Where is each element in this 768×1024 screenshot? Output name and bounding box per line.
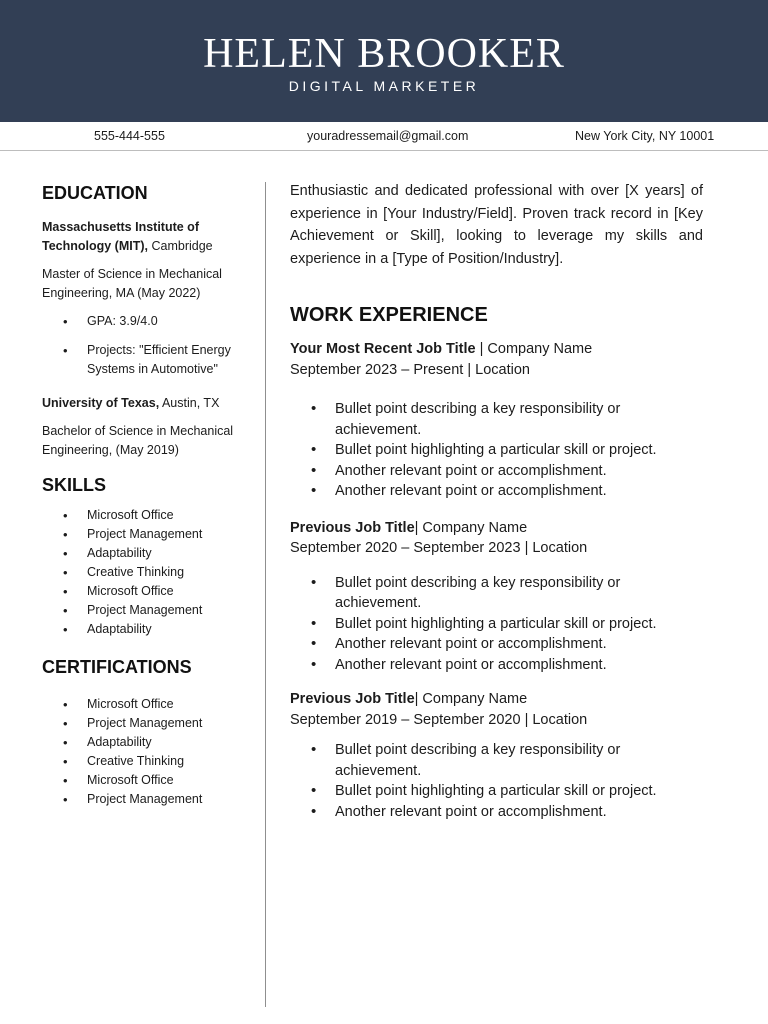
job-bullet: • Bullet point describing a key responsibility or achievement. [290,740,703,781]
education-details [42,312,242,379]
job-bullet: • Bullet point highlighting a particular skill or project. [290,440,703,461]
job-company: | Company Name [414,519,528,536]
skill-item: • Adaptability [42,620,242,639]
certification-item: • Adaptability [42,733,242,752]
degree: Master of Science in Mechanical Engineering, MA (May 2022) [42,267,222,300]
job-title: DIGITAL MARKETER [288,78,480,94]
job-title-line [290,518,703,539]
job-position: Previous Job Title [290,691,415,707]
skill-item: • Adaptability [42,544,242,563]
professional-summary: Enthusiastic and dedicated professional with over [X years] of experience in [Your Industry/Field]. Proven track record in [Key Achievement or Skill], looking to leverage my skills and experience in a [Type of Position/Industry]. [290,183,703,267]
job-company: | Company Name [475,341,593,357]
certifications-heading: CERTIFICATIONS [42,657,192,677]
skill-item: • Microsoft Office [42,506,242,525]
school-name [42,218,242,256]
certification-item: • Project Management [42,714,242,733]
certifications-list [42,695,242,809]
skill-item: • Project Management [42,601,242,620]
school-name [42,394,242,413]
degree: Bachelor of Science in Mechanical Engineering, (May 2019) [42,424,234,457]
school-place: Austin, TX [159,396,220,410]
job-dates: September 2020 – September 2023 | Location [290,540,588,556]
job-title-line [290,339,703,360]
job-bullet: • Another relevant point or accomplishment. [290,802,703,823]
education-detail-item: • Projects: "Efficient Energy Systems in Automotive" [42,341,242,379]
certification-item: • Creative Thinking [42,752,242,771]
job-bullet: • Bullet point highlighting a particular skill or project. [290,614,703,635]
contact-bar [0,122,768,151]
candidate-name: HELEN BROOKER [203,31,565,77]
contact-email: youradressemail@gmail.com [307,129,469,143]
certification-item: • Microsoft Office [42,771,242,790]
job-title-line [290,689,703,710]
job-dates: September 2019 – September 2020 | Location [290,711,588,728]
job-position: Previous Job Title [290,519,415,536]
job-bullets [290,740,703,822]
certification-item: • Microsoft Office [42,695,242,714]
job-bullet: • Another relevant point or accomplishment. [290,481,703,502]
certification-item: • Project Management [42,790,242,809]
job-bullet: • Bullet point describing a key responsibility or achievement. [290,573,703,614]
education-heading: EDUCATION [42,183,148,203]
job-bullet: • Bullet point describing a key responsibility or achievement. [290,399,703,440]
job-bullets [290,573,703,676]
skills-heading: SKILLS [42,475,107,495]
column-divider [265,182,266,1007]
job-bullet: • Another relevant point or accomplishment. [290,634,703,655]
contact-location: New York City, NY 10001 [575,129,715,143]
job-company: | Company Name [414,691,528,707]
skill-item: • Creative Thinking [42,563,242,582]
job-entry [290,339,703,502]
header-banner [0,0,768,122]
left-column [42,180,242,809]
job-position: Your Most Recent Job Title [290,341,476,357]
school-place: Cambridge [148,239,213,253]
job-bullet: • Bullet point highlighting a particular skill or project. [290,781,703,802]
job-entry [290,518,703,676]
job-bullets [290,399,703,502]
contact-phone: 555-444-555 [94,129,165,143]
skills-list [42,506,242,639]
work-experience-heading: WORK EXPERIENCE [290,304,488,326]
job-bullet: • Another relevant point or accomplishment. [290,655,703,676]
education-detail-item: • GPA: 3.9/4.0 [42,312,242,331]
job-entry [290,689,703,822]
school-name-bold: Massachusetts Institute of Technology (MIT), [42,220,199,253]
right-column [290,180,703,822]
job-bullet: • Another relevant point or accomplishment. [290,461,703,482]
skill-item: • Microsoft Office [42,582,242,601]
job-dates: September 2023 – Present | Location [290,361,530,378]
school-name-bold: University of Texas, [42,396,160,410]
skill-item: • Project Management [42,525,242,544]
